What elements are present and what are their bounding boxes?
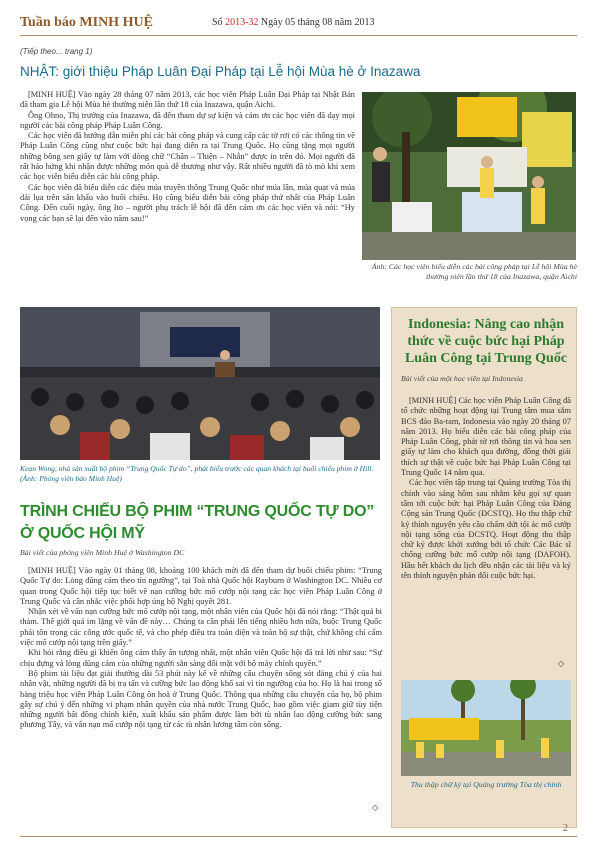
signature-photo xyxy=(401,680,571,776)
issue-date: Ngày 05 tháng 08 năm 2013 xyxy=(260,17,375,28)
article2-paragraph: [MINH HUỆ] Vào ngày 01 tháng 08, khoảng 100 khách mời đã đến tham dự buổi chiếu phim: “Trung Quốc Tự do: Lòng dũng cảm theo tín ngưỡng”, tại Toà nhà Quốc hội Rayburn ở Washington DC. Nhiều cơ quan trong Quốc hội tiếp tục biết về nạn cưỡng bức mổ cướp nội tạng các học viên Pháp Luân Công ở Trung Quốc và cân nhắc việc phối hợp ủng hộ Nghị quyết 281. xyxy=(20,566,382,606)
article1-paragraph: Ông Ohno, Thị trưởng của Inazawa, đã đến tham dự sự kiện và cảm ơn các học viên đã dạy mọi người các bài công pháp Pháp Luân Công. xyxy=(20,110,355,130)
article2-title: TRÌNH CHIẾU BỘ PHIM “TRUNG QUỐC TỰ DO” Ở QUỐC HỘI MỸ xyxy=(20,503,375,542)
article2-byline: Bài viết của phóng viên Minh Huệ ở Washington DC xyxy=(20,548,185,557)
sidebar-title: Indonesia: Nâng cao nhận thức về cuộc bức hại Pháp Luân Công tại Trung Quốc xyxy=(404,317,568,366)
article1-paragraph: [MINH HUỆ] Vào ngày 28 tháng 07 năm 2013, các học viên Pháp Luân Đại Pháp tại Nhật Bản đã tham gia Lễ hội Mùa hè thường niên lần thứ 18 của Inazawa, quận Aichi. xyxy=(20,90,355,110)
article2-paragraph: Bộ phim tài liệu đạt giải thưởng dài 53 phút này kể về những câu chuyện sống sót đáng chú ý của hai nhân vật, những người đã bị tra tấn và cưỡng bức lao động khổ sai vì tín ngưỡng của họ. Họ là hai trong số hàng triệu học viên Pháp Luân Công ôn hoà ở Trung Quốc. Thông qua những câu chuyện của họ, bộ phim gây sự chú ý đến những vi phạm nhân quyền của nhà nước Trung Quốc, bao gồm việc giam giữ tùy tiện những người bất đồng chính kiến, xuất khẩu sản phẩm được làm bởi tù nhân lao động cưỡng bức sang phương Tây, và vấn nạn mổ cướp nội tạng từ các tù nhân lương tâm còn sống. xyxy=(20,668,382,730)
sidebar-end-mark: ◇ xyxy=(558,659,565,668)
article2-end-mark: ◇ xyxy=(372,803,379,812)
continued-note: (Tiếp theo... trang 1) xyxy=(20,47,93,56)
screening-photo-caption: Kean Wong, nhà sản xuất bộ phim “Trung Quốc Tự do”, phát biểu trước các quan khách tại buổi chiếu phim ở Hill. (Ảnh: Phóng viên báo Minh Huệ) xyxy=(20,464,374,483)
issue-info xyxy=(212,17,375,28)
sidebar-byline: Bài viết của một học viên tại Indonesia xyxy=(401,374,523,383)
issue-prefix: Số xyxy=(212,17,223,28)
article1-paragraph: Các học viên đã hướng dẫn miễn phí các bài công pháp và cung cấp các tờ rơi có các thông tin về Pháp Luân Công cũng như cuộc bức hại đang diễn ra tại Trung Quốc. Họ cũng tặng mọi người những bông sen giấy tự làm với dòng chữ “Chân – Thiện – Nhẫn” được in trên đó. Mọi người đã rất háo hứng khi nhận được những món quà dễ thương như vậy. Rất nhiều người đã tò mò khi xem các học viên biểu diễn các bài công pháp. xyxy=(20,131,355,182)
page-number: 2 xyxy=(563,823,568,834)
issue-number: 2013-32 xyxy=(225,17,259,28)
newsletter-header xyxy=(20,12,577,36)
footer-rule xyxy=(20,836,577,837)
article1-paragraph: Các học viên đã biểu diễn các điệu múa truyền thống Trung Quốc như múa lân, múa quạt và múa dải lụa trên sân khấu vào buổi chiều. Họ cũng biểu diễn bài công pháp thứ nhất của Pháp Luân Công. Đến cuối ngày, ông Ito – người phụ trách lễ hội đã đến cảm ơn các học viên và nói: “Hy vọng các bạn sẽ lại đến vào năm sau!” xyxy=(20,182,355,223)
indonesia-sidebar xyxy=(391,307,577,828)
festival-photo-caption: Ảnh: Các học viên biểu diễn các bài công pháp tại Lễ hội Mùa hè thường niên lần thứ 18 của Inazawa, quận Aichi xyxy=(371,262,577,281)
article2-paragraph: Khi hỏi rằng điều gì khiến ông cảm thấy ấn tượng nhất, một nhân viên Quốc hội đã trả lời như sau: “Sự chịu đựng và lòng dũng cảm của những người sẵn sàng đối mặt với bộ máy chính quyền.” xyxy=(20,648,382,668)
sidebar-paragraph: [MINH HUỆ] Các học viên Pháp Luân Công đã tổ chức những hoạt động tại Trung tâm mua sắm BCS đảo Ba-tam, Indonesia vào ngày 20 tháng 07 năm 2013. Họ biểu diễn các bài công pháp của Pháp Luân Công, phát tờ rơi thông tin và hoa sen giấy tự làm cho khách qua đường, đồng thời giải thích sự thật về cuộc bức hại Pháp Luân Công tại Trung Quốc 14 năm qua. xyxy=(401,396,571,478)
article1-title: NHẬT: giới thiệu Pháp Luân Đại Pháp tại Lễ hội Mùa hè ở Inazawa xyxy=(20,64,421,79)
article2-paragraph: Nhận xét về vấn nạn cưỡng bức mổ cướp nội tạng, một nhân viên của Quốc hội đã nói rằng: “Thật quá bi thảm. Thế giới quá im lặng về vấn đề này… Chúng ta cần phải lên tiếng nhiều hơn nữa, buộc Trung Quốc phải tôn trọng các công ước quốc tế, và cho phép điều tra toàn diện và toàn bộ sự thật, chứ không chỉ cấm việc mổ cướp nội tạng trên giấy.” xyxy=(20,607,382,648)
sidebar-paragraph: Các học viên tập trung tại Quảng trường Tòa thị chính vào sáng hôm sau nhằm kêu gọi sự quan tâm tới cuộc bức hại Pháp Luân Công của Đảng Cộng sản Trung Quốc (ĐCSTQ). Họ thu thập chữ ký thỉnh nguyện yêu cầu chấm dứt tội ác mổ cướp nội tạng sống của ĐCSTQ. Hoạt động thu thập chữ ký được khởi xướng bởi tổ chức Các Bác sĩ chống cưỡng bức mổ cướp nội tạng (DAFOH). Hầu hết khách du lịch đều nhận các tài liệu và ký tên thỉnh nguyện phản đối cuộc bức hại. xyxy=(401,478,571,581)
screening-photo xyxy=(20,307,380,460)
article2-body xyxy=(20,566,382,731)
article1-body xyxy=(20,90,355,224)
signature-photo-caption: Thu thập chữ ký tại Quảng trường Tòa thị chính xyxy=(410,780,562,789)
sidebar-body xyxy=(401,396,571,581)
festival-photo xyxy=(362,92,576,260)
publication-title: Tuần báo MINH HUỆ xyxy=(20,15,153,30)
